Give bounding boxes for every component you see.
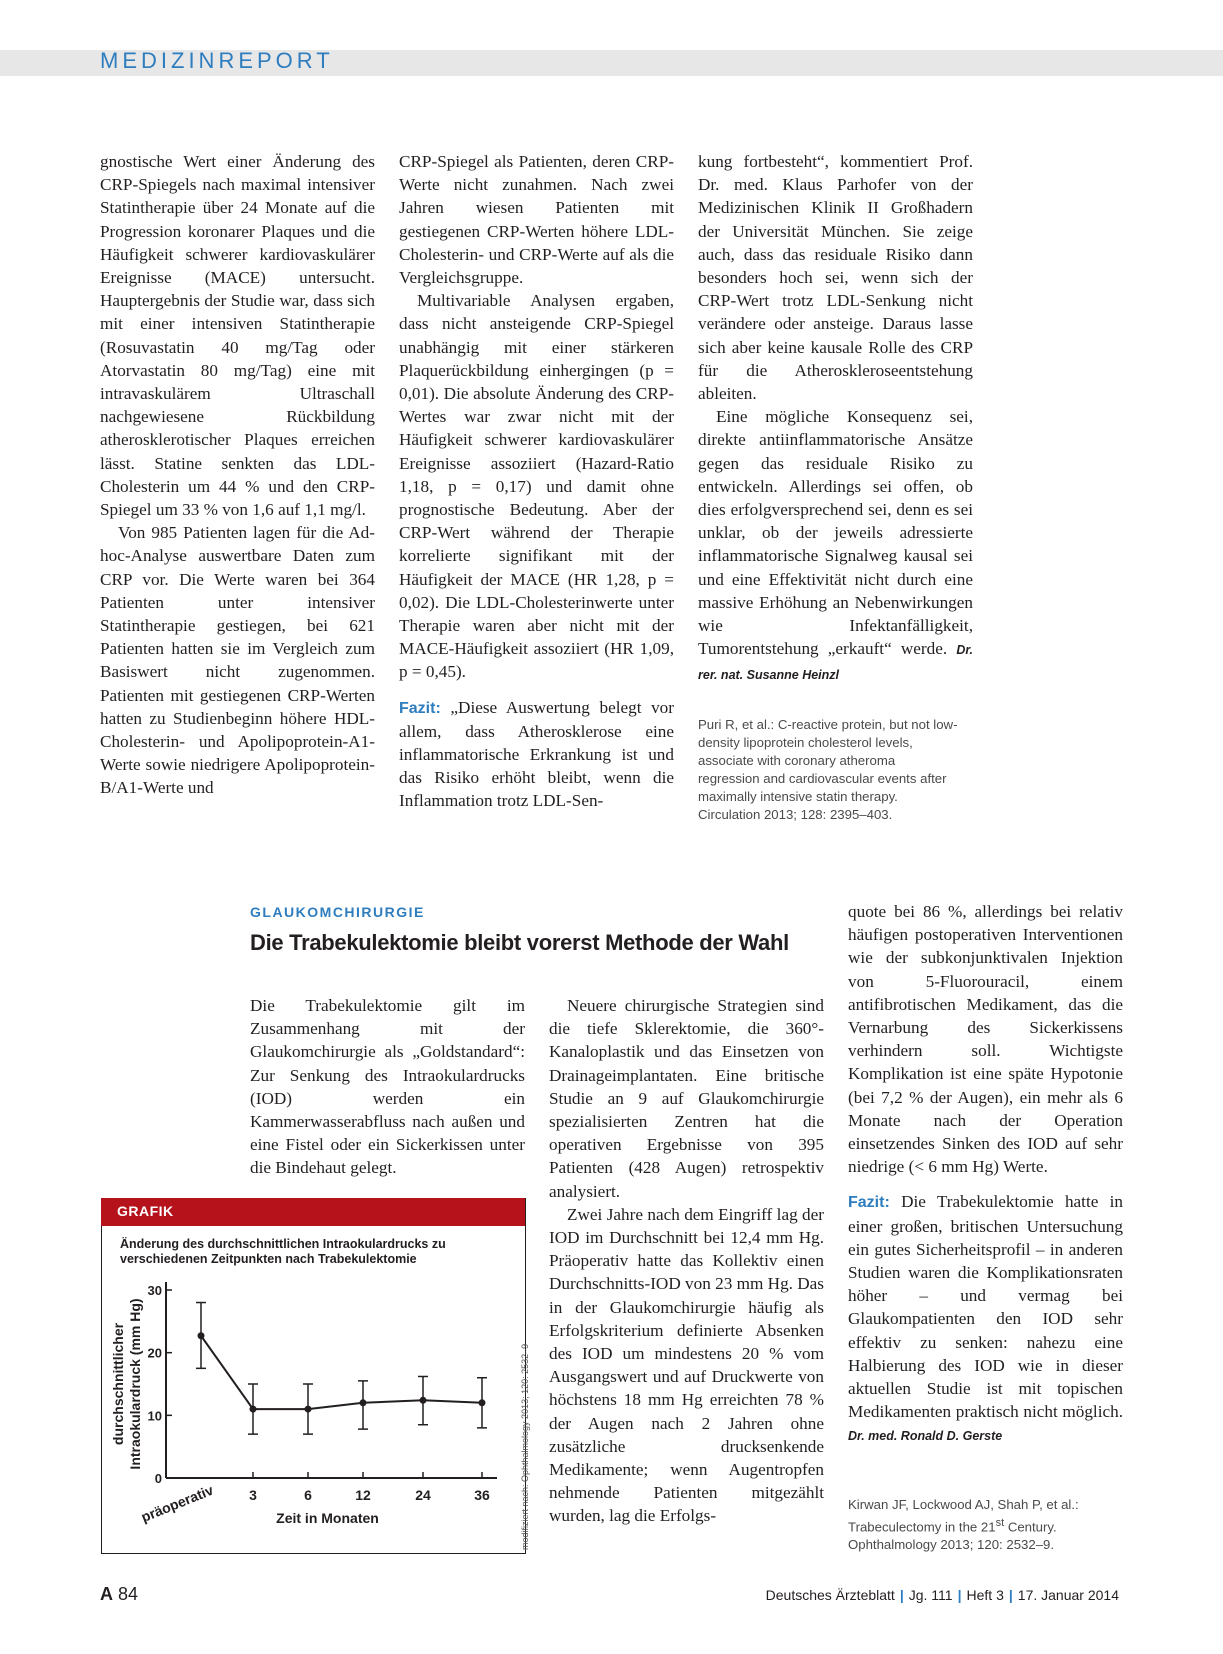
x-tick-label: präoperativ <box>138 1481 216 1526</box>
chart-axes <box>166 1282 497 1478</box>
article2-reference <box>848 1496 1118 1554</box>
x-tick-label: 36 <box>474 1487 490 1503</box>
fazit-text: „Diese Auswertung belegt vor allem, dass Atherosklerose eine inflammatorische Erkrankung ist und das Risiko erhöht bleibt, wenn die Inflammation trotz LDL-Sen- <box>399 697 674 811</box>
article1-reference: Puri R, et al.: C-reactive protein, but not low-density lipoprotein cholesterol levels, associate with coronary atheroma regression and cardiovascular events after maximally intensive statin therapy. Circulation 2013; 128: 2395–403. <box>698 717 958 822</box>
article2-kicker: GLAUKOMCHIRURGIE <box>250 904 425 920</box>
article2-column-1 <box>250 994 525 1180</box>
y-tick-label: 10 <box>147 1408 162 1424</box>
graphic-source: modifiziert nach: Ophthalmology 2013; 120: 2532–9 <box>520 1343 530 1550</box>
author-byline: Dr. rer. nat. Susanne Heinzl <box>698 643 973 683</box>
reference-text: Kirwan JF, Lockwood AJ, Shah P, et al.: Trabeculectomy in the 21 <box>848 1497 1079 1535</box>
journal-name: Deutsches Ärzteblatt <box>765 1587 895 1603</box>
page-prefix: A <box>100 1584 113 1604</box>
paragraph: Multivariable Analysen ergaben, dass nicht ansteigende CRP-Spiegel unabhängig mit einer stärkeren Plaquerückbildung einhergingen (p = 0,01). Die absolute Änderung des CRP-Wertes war zwar nicht mit der Häufigkeit schwerer kardiovaskulärer Ereignisse assoziiert (Hazard-Ratio 1,18, p = 0,17) und damit ohne prognostische Bedeutung. Aber der CRP-Wert während der Therapie korrelierte signifikant mit der Häufigkeit der MACE (HR 1,28, p = 0,02). Die LDL-Cholesterinwerte unter Therapie waren aber nicht mit der MACE-Häufigkeit assoziiert (HR 1,09, p = 0,45). <box>399 291 674 682</box>
section-label: MEDIZINREPORT <box>100 48 334 73</box>
reference-superscript: st <box>995 1517 1005 1529</box>
article1-column-3 <box>698 150 973 688</box>
author-byline: Dr. med. Ronald D. Gerste <box>848 1429 1003 1444</box>
paragraph: Die Trabekulektomie gilt im Zusammenhang mit der Glaukomchirurgie als „Goldstandard“: Zur Senkung des Intraokulardrucks (IOD) werden ein Kammerwasserabfluss nach außen und eine Fistel oder ein Sickerkissen unter die Bindehaut gelegt. <box>250 996 525 1178</box>
article2-headline: Die Trabekulektomie bleibt vorerst Methode der Wahl <box>250 930 789 955</box>
journal-volume: Jg. 111 <box>908 1587 953 1603</box>
page-number-value: 84 <box>118 1584 139 1604</box>
data-point <box>305 1406 312 1413</box>
fazit-paragraph <box>399 696 674 813</box>
paragraph: Zwei Jahre nach dem Eingriff lag der IOD im Durchschnitt bei 12,4 mm Hg. Präoperativ hatte das Kollektiv einen Durchschnitts-IOD von 23 mm Hg. Das in der Glaukomchirurgie häufig als Erfolgskriterium definierte Absenken des IOD um mindestens 20 % vom Ausgangswert und auf Druckwerte von höchstens 18 mm Hg erreichten 78 % der Augen nach 2 Jahren ohne zusätzliche drucksenkende Medikamente; wenn Augentropfen nehmende Patienten mitgezählt wurden, lag die Erfolgs- <box>549 1204 824 1526</box>
x-tick-label: 24 <box>415 1487 431 1503</box>
paragraph: Neuere chirurgische Strategien sind die tiefe Sklerektomie, die 360°-Kanaloplastik und das Einsetzen von Drainageimplantaten. Eine britische Studie an 9 auf Glaukomchirurgie spezialisierten Zentren hat die operativen Ergebnisse von 395 Patienten (428 Augen) retrospektiv analysiert. <box>549 996 824 1201</box>
page-number <box>100 1584 138 1605</box>
paragraph <box>698 405 973 687</box>
footer-journal-info <box>766 1587 1119 1603</box>
paragraph: quote bei 86 %, allerdings bei relativ häufigen postoperativen Interventionen wie der subkonjunktivalen Injektion von 5-Fluorouracil, einem antifibrotischen Medikament, das die Vernarbung des Sickerkissens verhindern soll. Wichtigste Komplikation ist eine späte Hypotonie (bei 7,2 % der Augen), ein mehr als 6 Monate nach der Operation einsetzendes Sinken des IOD auf sehr niedrige (< 6 mm Hg) Werte. <box>848 902 1123 1177</box>
paragraph: kung fortbesteht“, kommentiert Prof. Dr. med. Klaus Parhofer von der Medizinischen Klinik II Großhadern der Universität München. Sie zeige auch, dass das residuale Risiko dann besonders hoch sei, wenn sich der CRP-Wert trotz LDL-Senkung nicht verändere oder ansteige. Daraus lasse sich aber keine kausale Rolle des CRP für die Atheroskleroseentstehung ableiten. <box>698 152 973 404</box>
y-ticks <box>148 1283 172 1486</box>
iop-chart <box>101 1270 524 1552</box>
series-line <box>196 1303 487 1435</box>
fazit-label: Fazit: <box>399 699 441 717</box>
data-point <box>250 1406 257 1413</box>
x-tick-label: 12 <box>355 1487 371 1503</box>
y-axis-title-line: Intraokulardruck (mm Hg) <box>127 1298 143 1470</box>
y-tick-label: 20 <box>147 1345 162 1361</box>
separator: | <box>899 1587 904 1603</box>
article2-column-2 <box>549 994 824 1528</box>
fazit-label: Fazit: <box>848 1194 890 1212</box>
data-point <box>420 1397 427 1404</box>
article1-column-1 <box>100 150 375 800</box>
graphic-header <box>101 1198 525 1226</box>
x-tick-label: 6 <box>304 1487 312 1503</box>
y-tick-label: 30 <box>147 1283 162 1298</box>
paragraph-text: Eine mögliche Konsequenz sei, direkte antiinflammatorische Ansätze gegen das residuale Risiko zu entwickeln. Allerdings sei offen, ob dies erfolgversprechend sei, denn es sei unklar, ob der jeweils adressierte inflammatorische Signalweg kausal sei und eine Effektivität nicht durch eine massive Erhöhung an Nebenwirkungen wie Infektanfälligkeit, Tumorentstehung „erkauft“ werde. <box>698 407 973 659</box>
x-tick-label: 3 <box>249 1487 257 1503</box>
graphic-title: Änderung des durchschnittlichen Intraokulardrucks zu verschiedenen Zeitpunkten nach Trabekulektomie <box>120 1237 446 1266</box>
x-axis-title: Zeit in Monaten <box>276 1510 379 1526</box>
article2-column-3 <box>848 900 1123 1449</box>
data-point <box>360 1399 367 1406</box>
separator: | <box>957 1587 962 1603</box>
y-axis-title <box>110 1298 143 1469</box>
data-point <box>198 1332 205 1339</box>
y-axis-title-line: durchschnittlicher <box>110 1322 126 1446</box>
graphic-label: GRAFIK <box>117 1203 174 1219</box>
fazit-paragraph <box>848 1190 1123 1448</box>
journal-date: 17. Januar 2014 <box>1017 1587 1119 1603</box>
article1-column-2 <box>399 150 674 813</box>
paragraph: Von 985 Patienten lagen für die Ad-hoc-Analyse auswertbare Daten zum CRP vor. Die Werte waren bei 364 Patienten unter intensiver Statintherapie gestiegen, bei 621 Patienten hatten sie im Vergleich zum Basiswert nicht zugenommen. Patienten mit gestiegenen CRP-Werten hatten zu Studienbeginn höhere HDL-Cholesterin- und Apolipoprotein-A1-Werte sowie niedrigere Apolipoprotein-B/A1-Werte und <box>100 523 375 798</box>
separator: | <box>1008 1587 1013 1603</box>
journal-issue: Heft 3 <box>966 1587 1004 1603</box>
data-point <box>479 1399 486 1406</box>
paragraph: CRP-Spiegel als Patienten, deren CRP-Werte nicht zunahmen. Nach zwei Jahren wiesen Patienten mit gestiegenen CRP-Werten höhere LDL-Cholesterin- und CRP-Werte auf als die Vergleichsgruppe. <box>399 152 674 288</box>
series-path <box>201 1336 482 1409</box>
y-tick-label: 0 <box>154 1471 162 1486</box>
fazit-text: Die Trabekulektomie hatte in einer großen, britischen Untersuchung ein gutes Sicherheitsprofil – in anderen Studien waren die Komplikationsraten höher – und vermag bei Glaukompatienten den IOD sehr effektiv zu senken: nahezu eine Halbierung des IOD wie in dieser aktuellen Studie ist mit topischen Medikamenten praktisch nicht möglich. <box>848 1192 1124 1422</box>
paragraph: gnostische Wert einer Änderung des CRP-Spiegels nach maximal intensiver Statintherapie über 24 Monate auf die Progression koronarer Plaques und die Häufigkeit schwerer kardiovaskulärer Ereignisse (MACE) untersucht. Hauptergebnis der Studie war, dass sich mit einer intensiven Statintherapie (Rosuvastatin 40 mg/Tag oder Atorvastatin 80 mg/Tag) eine mit intravaskulärem Ultraschall nachgewiesene Rückbildung atherosklerotischer Plaques erreichen lässt. Statine senkten das LDL-Cholesterin um 44 % und den CRP-Spiegel um 33 % von 1,6 auf 1,1 mg/l. <box>100 152 375 520</box>
reference-text-end: Century. Ophthalmology 2013; 120: 2532–9. <box>848 1519 1057 1553</box>
